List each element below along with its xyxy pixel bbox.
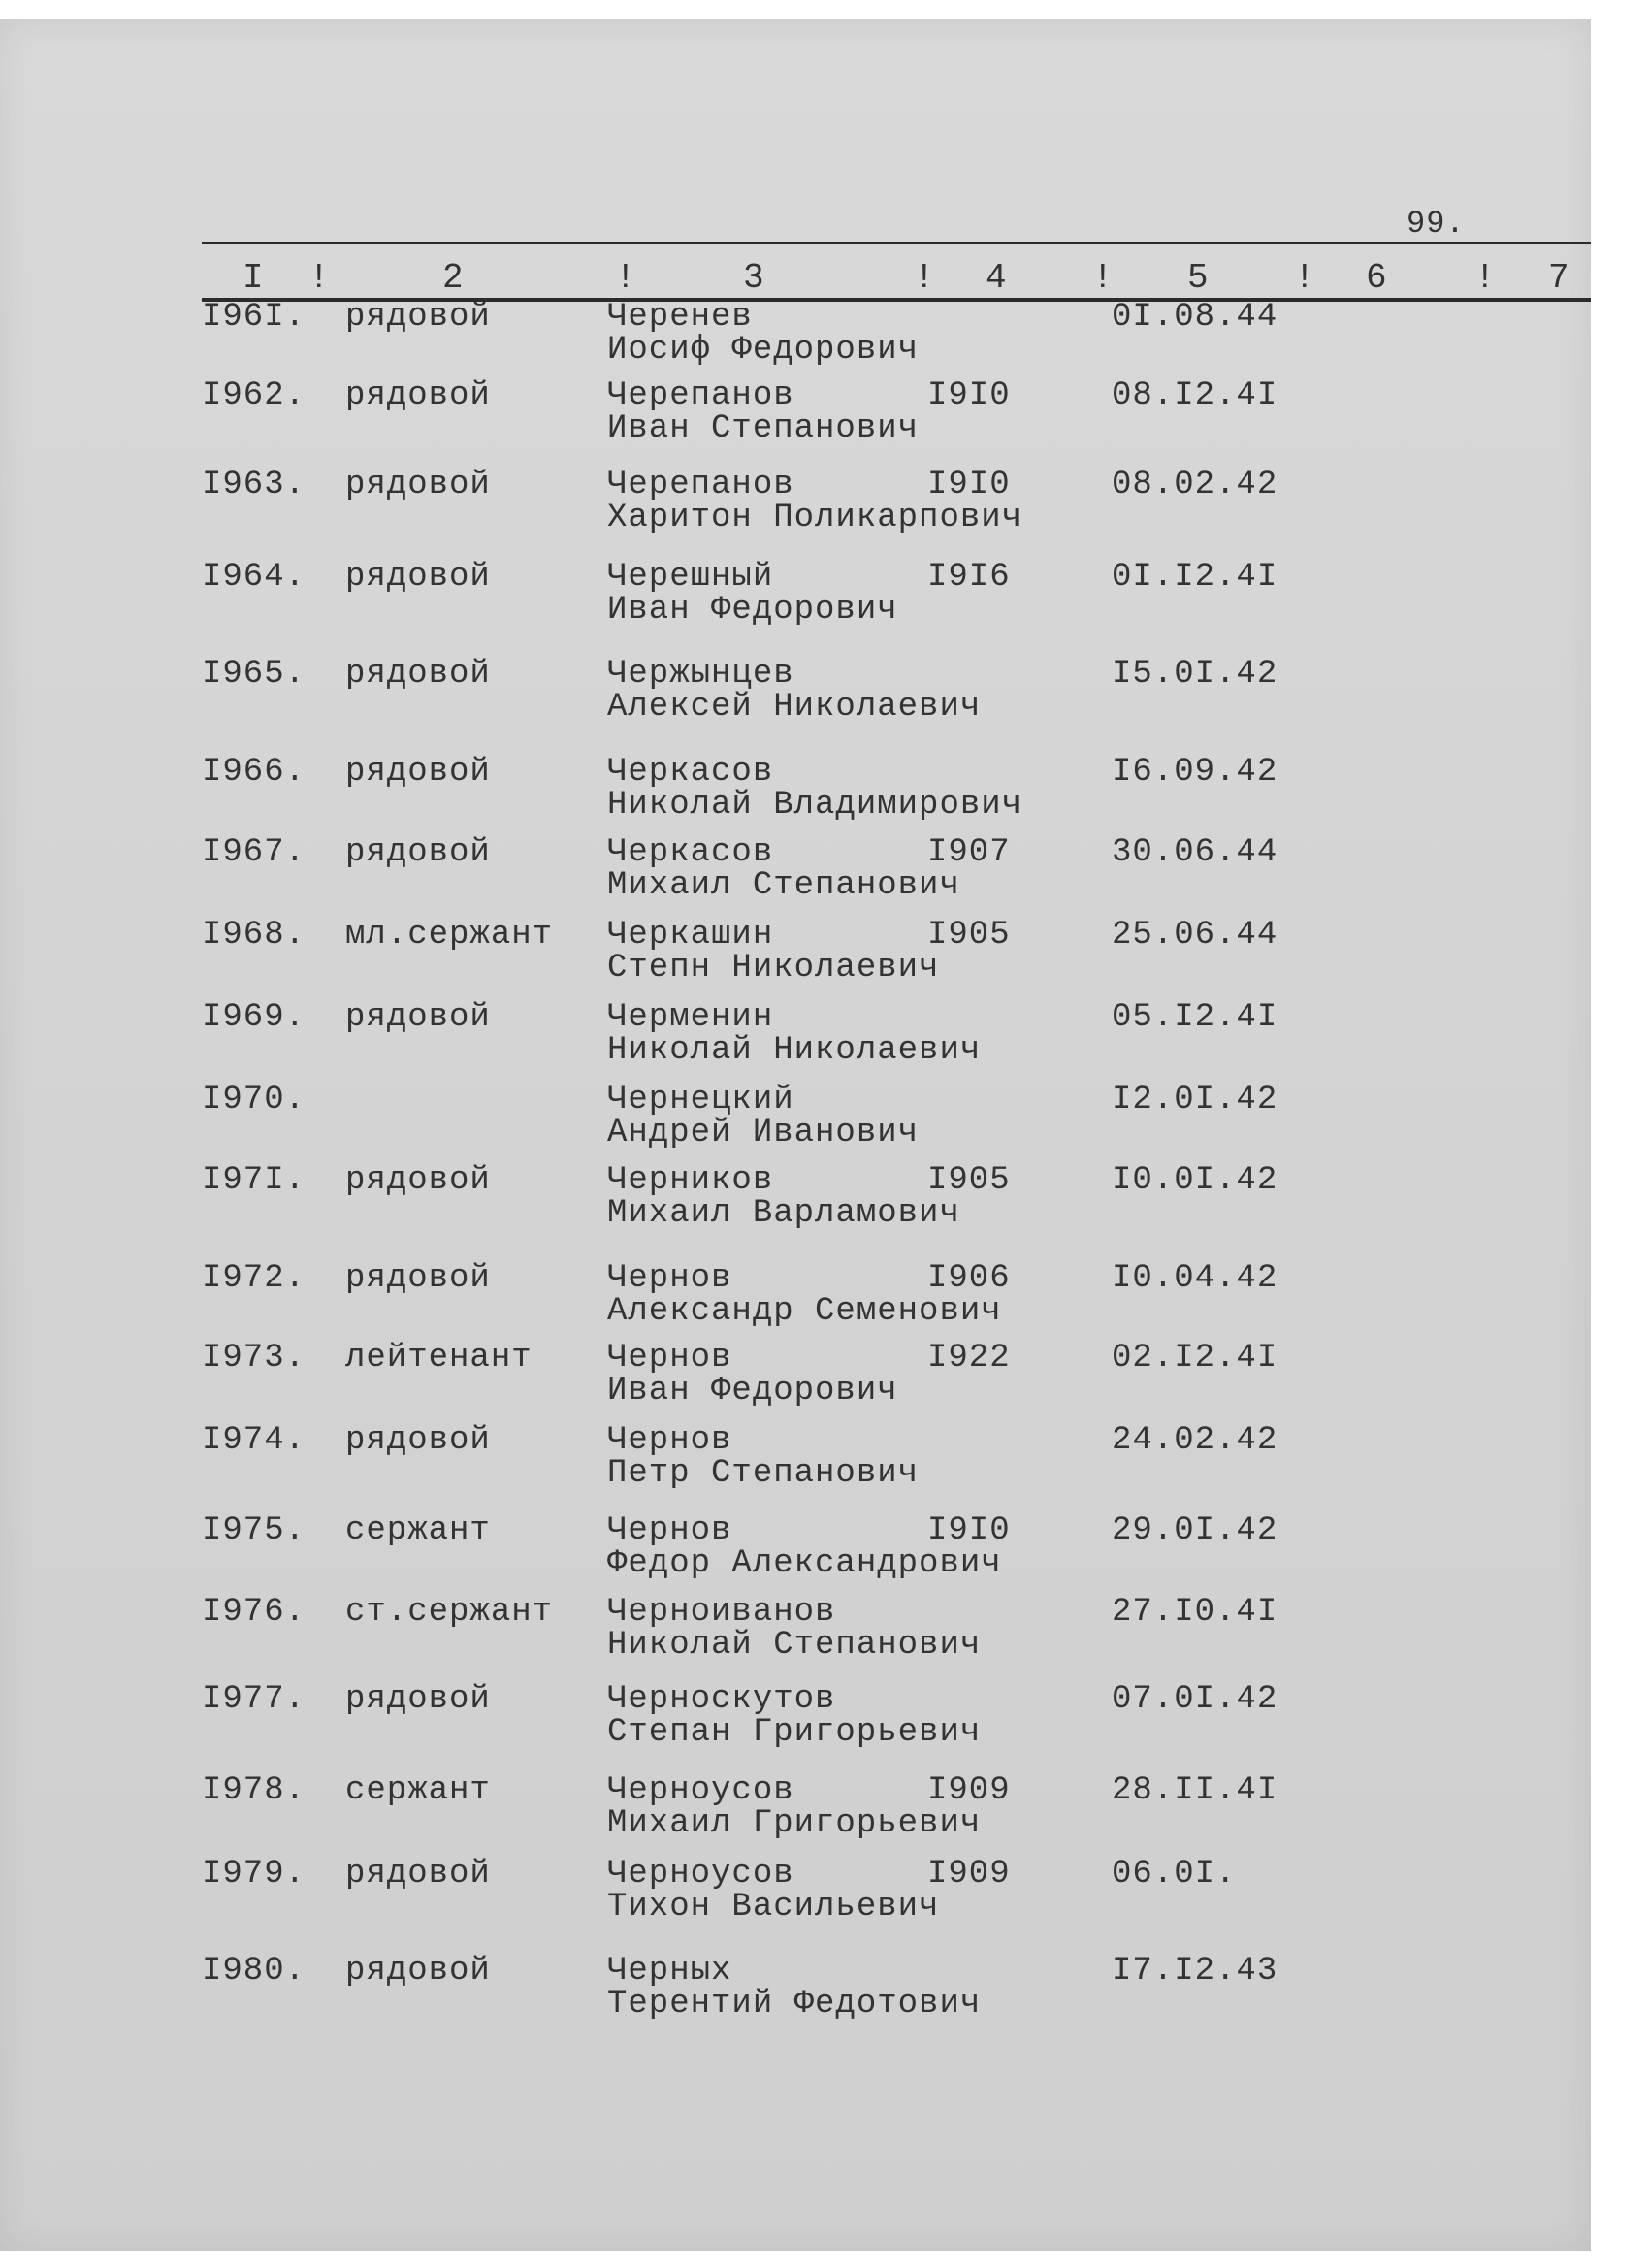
record-surname: Чернов (607, 1512, 732, 1549)
record-birth-year: I905 (927, 917, 1011, 954)
record-row (0, 377, 1591, 455)
record-date: I5.0I.42 (1112, 656, 1278, 693)
record-given-names: Михаил Варламович (607, 1195, 960, 1232)
record-row (0, 1082, 1591, 1159)
column-separator: ! (615, 258, 636, 298)
record-given-names: Иван Федорович (607, 592, 898, 629)
record-row (0, 1772, 1591, 1850)
record-row (0, 1681, 1591, 1759)
record-number: I96I. (202, 299, 307, 336)
record-birth-year: I906 (927, 1260, 1011, 1297)
record-birth-year: I9I6 (927, 559, 1011, 596)
record-number: I979. (202, 1856, 307, 1893)
document-page (0, 19, 1591, 2251)
record-rank: мл.сержант (345, 917, 554, 954)
record-rank: сержант (345, 1772, 491, 1809)
record-date: 0I.08.44 (1112, 299, 1278, 336)
record-date: I7.I2.43 (1112, 1953, 1278, 1990)
record-surname: Черкасов (607, 754, 774, 791)
record-rank: рядовой (345, 559, 491, 596)
column-header-6: 6 (1366, 258, 1389, 298)
record-number: I963. (202, 467, 307, 503)
record-date: I6.09.42 (1112, 754, 1278, 791)
record-date: 30.06.44 (1112, 834, 1278, 871)
record-date: 08.I2.4I (1112, 377, 1278, 414)
record-number: I976. (202, 1594, 307, 1631)
record-number: I977. (202, 1681, 307, 1718)
record-given-names: Петр Степанович (607, 1455, 920, 1492)
record-row (0, 467, 1591, 544)
record-date: 07.0I.42 (1112, 1681, 1278, 1718)
record-given-names: Харитон Поликарпович (607, 500, 1023, 536)
record-row (0, 1162, 1591, 1240)
record-given-names: Иван Степанович (607, 410, 920, 447)
record-rank: рядовой (345, 1162, 491, 1199)
record-rank: рядовой (345, 656, 491, 693)
record-number: I974. (202, 1422, 307, 1459)
record-date: 02.I2.4I (1112, 1340, 1278, 1377)
record-surname: Черепанов (607, 467, 794, 503)
record-number: I975. (202, 1512, 307, 1549)
record-date: 25.06.44 (1112, 917, 1278, 954)
record-surname: Чернов (607, 1340, 732, 1377)
record-rank: рядовой (345, 754, 491, 791)
record-birth-year: I9I0 (927, 377, 1011, 414)
record-number: I97I. (202, 1162, 307, 1199)
record-number: I965. (202, 656, 307, 693)
record-birth-year: I9I0 (927, 467, 1011, 503)
record-date: I2.0I.42 (1112, 1082, 1278, 1118)
record-given-names: Александр Семенович (607, 1293, 1002, 1330)
record-rank: рядовой (345, 1856, 491, 1893)
record-row (0, 1422, 1591, 1500)
record-birth-year: I922 (927, 1340, 1011, 1377)
record-birth-year: I907 (927, 834, 1011, 871)
record-given-names: Николай Николаевич (607, 1032, 982, 1069)
record-row (0, 1512, 1591, 1590)
record-surname: Чернецкий (607, 1082, 794, 1118)
record-number: I970. (202, 1082, 307, 1118)
record-surname: Черменин (607, 999, 774, 1036)
record-row (0, 917, 1591, 994)
record-number: I980. (202, 1953, 307, 1990)
record-surname: Черноиванов (607, 1594, 836, 1631)
record-row (0, 1856, 1591, 1933)
record-surname: Чержынцев (607, 656, 794, 693)
record-surname: Черепанов (607, 377, 794, 414)
record-row (0, 1594, 1591, 1671)
record-rank: рядовой (345, 1953, 491, 1990)
record-date: 24.02.42 (1112, 1422, 1278, 1459)
record-surname: Черкашин (607, 917, 774, 954)
record-row (0, 834, 1591, 912)
record-given-names: Иван Федорович (607, 1373, 898, 1409)
record-given-names: Николай Владимирович (607, 787, 1023, 824)
record-surname: Черешный (607, 559, 774, 596)
record-rank: сержант (345, 1512, 491, 1549)
record-row (0, 999, 1591, 1077)
record-rank: рядовой (345, 1260, 491, 1297)
record-date: 28.II.4I (1112, 1772, 1278, 1809)
record-given-names: Терентий Федотович (607, 1986, 982, 2023)
record-date: 0I.I2.4I (1112, 559, 1278, 596)
record-surname: Черноусов (607, 1856, 794, 1893)
record-given-names: Иосиф Федорович (607, 332, 920, 369)
record-surname: Черенев (607, 299, 753, 336)
record-date: I0.0I.42 (1112, 1162, 1278, 1199)
header-rule-top (202, 242, 1591, 244)
record-surname: Чернов (607, 1260, 732, 1297)
record-number: I962. (202, 377, 307, 414)
record-birth-year: I909 (927, 1856, 1011, 1893)
record-row (0, 1953, 1591, 2030)
record-surname: Черноусов (607, 1772, 794, 1809)
column-separator: ! (308, 258, 330, 298)
record-number: I973. (202, 1340, 307, 1377)
record-row (0, 1340, 1591, 1417)
column-header-3: 3 (743, 258, 766, 298)
column-header-1: I (242, 258, 266, 298)
record-rank: рядовой (345, 834, 491, 871)
record-rank: рядовой (345, 1422, 491, 1459)
record-date: 08.02.42 (1112, 467, 1278, 503)
record-date: 06.0I. (1112, 1856, 1237, 1893)
record-date: 27.I0.4I (1112, 1594, 1278, 1631)
record-given-names: Михаил Степанович (607, 867, 960, 904)
column-separator: ! (1474, 258, 1496, 298)
record-number: I968. (202, 917, 307, 954)
record-row (0, 299, 1591, 376)
record-surname: Черных (607, 1953, 732, 1990)
record-birth-year: I9I0 (927, 1512, 1011, 1549)
record-birth-year: I905 (927, 1162, 1011, 1199)
record-date: I0.04.42 (1112, 1260, 1278, 1297)
record-number: I966. (202, 754, 307, 791)
record-row (0, 1260, 1591, 1338)
column-header-5: 5 (1187, 258, 1211, 298)
record-given-names: Михаил Григорьевич (607, 1805, 982, 1842)
record-row (0, 559, 1591, 636)
record-rank: ст.сержант (345, 1594, 554, 1631)
record-rank: рядовой (345, 467, 491, 503)
record-rank: рядовой (345, 1681, 491, 1718)
record-surname: Черноскутов (607, 1681, 836, 1718)
column-separator: ! (1092, 258, 1114, 298)
record-row (0, 754, 1591, 831)
record-row (0, 656, 1591, 733)
record-number: I972. (202, 1260, 307, 1297)
record-surname: Черкасов (607, 834, 774, 871)
record-rank: рядовой (345, 299, 491, 336)
record-surname: Черников (607, 1162, 774, 1199)
record-date: 05.I2.4I (1112, 999, 1278, 1036)
record-number: I969. (202, 999, 307, 1036)
record-surname: Чернов (607, 1422, 732, 1459)
record-given-names: Николай Степанович (607, 1627, 982, 1664)
record-given-names: Алексей Николаевич (607, 689, 982, 726)
record-given-names: Андрей Иванович (607, 1115, 920, 1151)
record-number: I967. (202, 834, 307, 871)
record-given-names: Тихон Васильевич (607, 1889, 940, 1926)
record-rank: рядовой (345, 999, 491, 1036)
record-number: I978. (202, 1772, 307, 1809)
record-number: I964. (202, 559, 307, 596)
record-birth-year: I909 (927, 1772, 1011, 1809)
column-header-7: 7 (1548, 258, 1571, 298)
record-date: 29.0I.42 (1112, 1512, 1278, 1549)
column-separator: ! (1294, 258, 1315, 298)
column-header-4: 4 (986, 258, 1009, 298)
column-header-2: 2 (442, 258, 466, 298)
record-given-names: Степан Григорьевич (607, 1714, 982, 1751)
column-separator: ! (914, 258, 935, 298)
record-given-names: Степн Николаевич (607, 950, 940, 987)
record-rank: лейтенант (345, 1340, 533, 1377)
record-given-names: Федор Александрович (607, 1545, 1002, 1582)
page-number: 99. (1406, 206, 1466, 242)
record-rank: рядовой (345, 377, 491, 414)
